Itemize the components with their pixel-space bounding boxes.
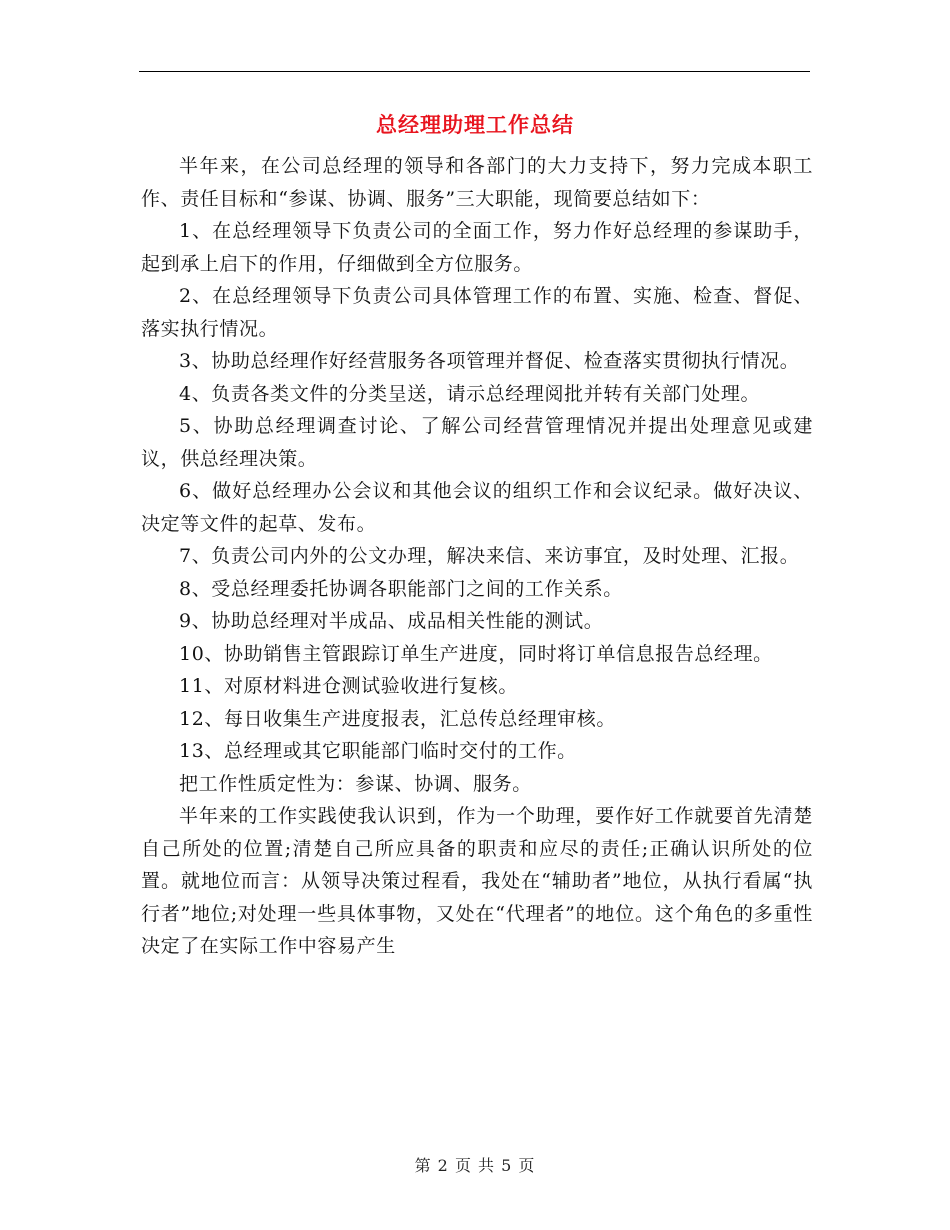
paragraph-item-7: 7、负责公司内外的公文办理，解决来信、来访事宜，及时处理、汇报。 — [179, 545, 800, 567]
paragraph-item-10: 10、协助销售主管跟踪订单生产进度，同时将订单信息报告总经理。 — [179, 642, 773, 665]
paragraph-item-11: 11、对原材料进仓测试验收进行复核。 — [179, 675, 518, 697]
paragraph-item-12: 12、每日收集生产进度报表，汇总传总经理审核。 — [179, 707, 616, 730]
paragraph-nature: 把工作性质定性为：参谋、协调、服务。 — [179, 772, 532, 795]
paragraph-item-8: 8、受总经理委托协调各职能部门之间的工作关系。 — [179, 577, 623, 600]
paragraph-item-6: 6、做好总经理办公会议和其他会议的组织工作和会议纪录。做好决议、决定等文件的起草、发布。 — [141, 480, 813, 535]
paragraph-item-4: 4、负责各类文件的分类呈送，请示总经理阅批并转有关部门处理。 — [179, 382, 761, 405]
page-number-footer: 第 2 页 共 5 页 — [414, 1156, 536, 1175]
paragraph-item-9: 9、协助总经理对半成品、成品相关性能的测试。 — [179, 610, 604, 632]
paragraph-item-13: 13、总经理或其它职能部门临时交付的工作。 — [179, 740, 577, 762]
paragraph-item-1: 1、在总经理领导下负责公司的全面工作，努力作好总经理的参谋助手，起到承上启下的作用，仔细做到全方位服务。 — [141, 220, 813, 275]
paragraph-reflection: 半年来的工作实践使我认识到，作为一个助理，要作好工作就要首先清楚自己所处的位置;清楚自己所应具备的职责和应尽的责任;正确认识所处的位置。就地位而言：从领导决策过程看，我处在“辅助者”地位，从执行看属“执行者”地位;对处理一些具体事物，又处在“代理者”的地位。这个角色的多重性决定了在实际工作中容易产生 — [141, 805, 813, 957]
header-rule — [139, 71, 810, 72]
paragraph-item-5: 5、协助总经理调查讨论、了解公司经营管理情况并提出处理意见或建议，供总经理决策。 — [141, 415, 813, 470]
paragraph-intro: 半年来，在公司总经理的领导和各部门的大力支持下，努力完成本职工作、责任目标和“参谋、协调、服务”三大职能，现简要总结如下： — [141, 155, 813, 210]
paragraph-item-3: 3、协助总经理作好经营服务各项管理并督促、检查落实贯彻执行情况。 — [179, 350, 800, 372]
document-body — [141, 150, 813, 963]
paragraph-item-2: 2、在总经理领导下负责公司具体管理工作的布置、实施、检查、督促、落实执行情况。 — [141, 285, 813, 340]
document-title: 总经理助理工作总结 — [376, 112, 574, 137]
